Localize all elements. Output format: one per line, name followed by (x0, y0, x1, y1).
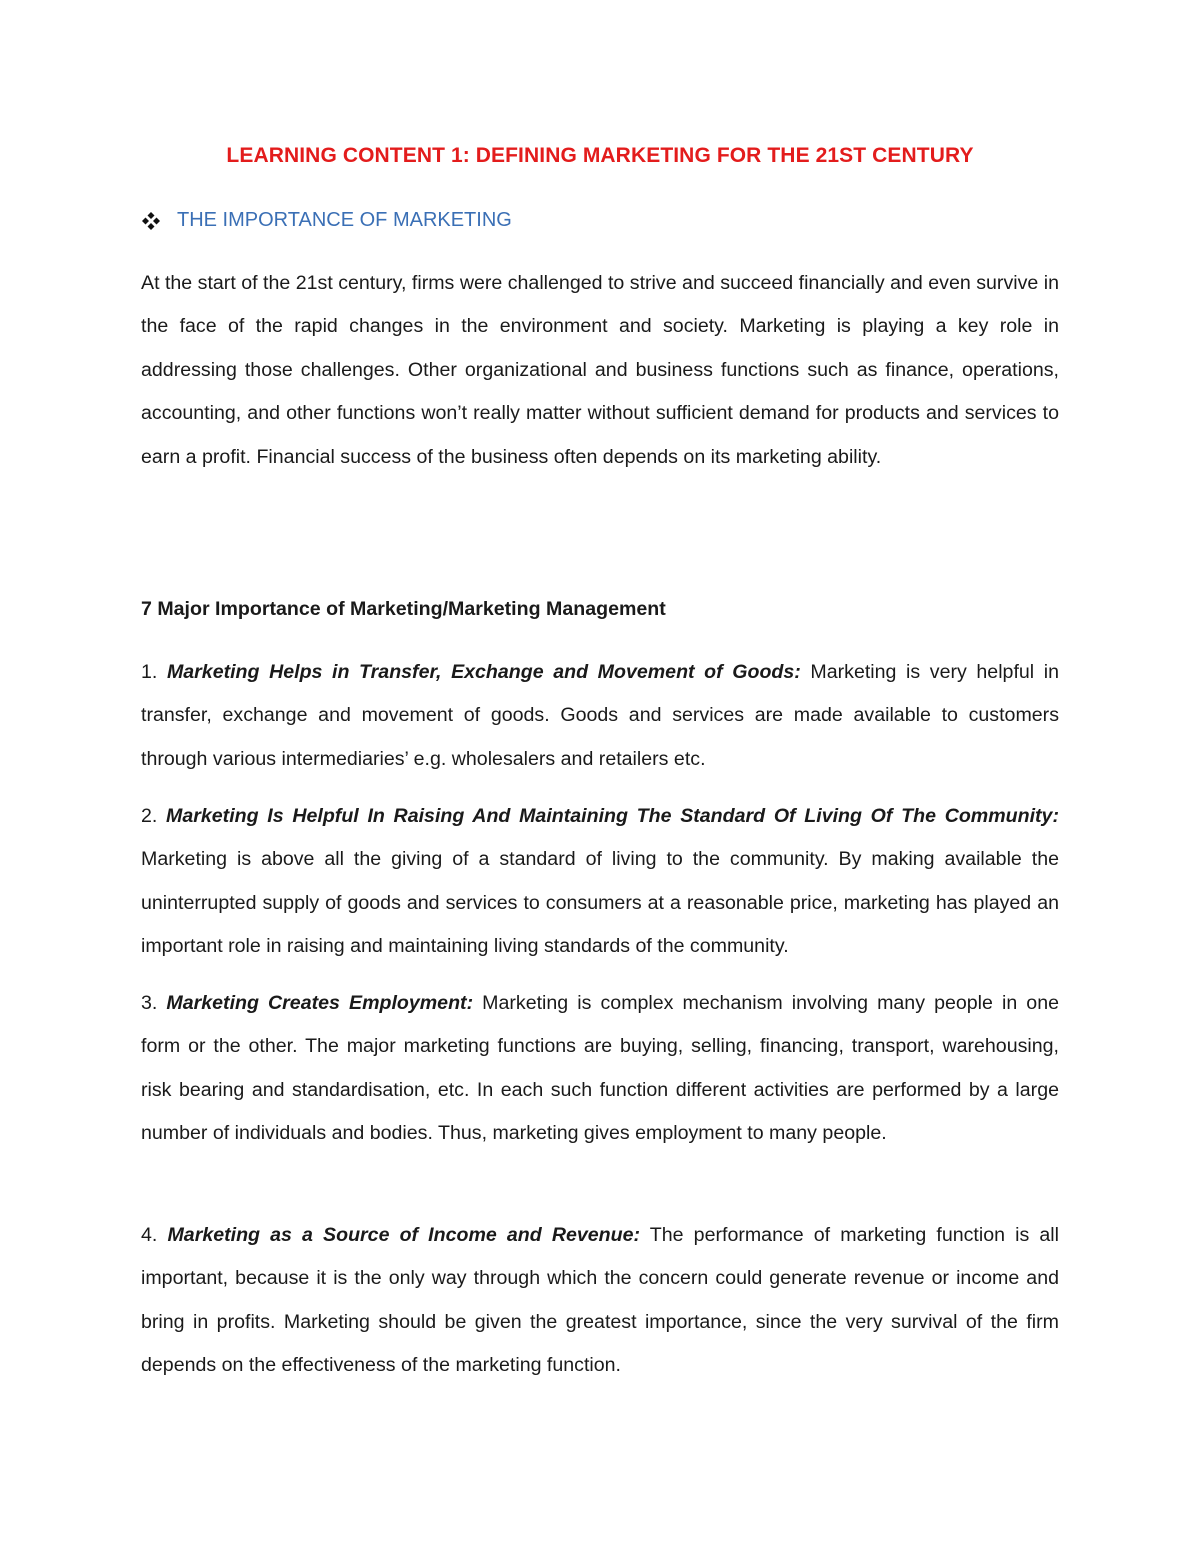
list-item-heading: Marketing Is Helpful In Raising And Maintaining The Standard Of Living Of The Community: (166, 805, 1059, 827)
list-item-number: 4. (141, 1224, 168, 1246)
list-item (141, 1214, 1059, 1388)
list-item-number: 1. (141, 661, 167, 683)
list-item-number: 2. (141, 805, 167, 827)
list-item-number: 3. (141, 992, 167, 1014)
list-item-heading: Marketing Helps in Transfer, Exchange and Movement of Goods: (166, 661, 801, 683)
page-title: LEARNING CONTENT 1: DEFINING MARKETING FOR THE 21ST CENTURY (226, 144, 974, 167)
list-item (141, 651, 1059, 781)
list-item-body: Marketing is complex mechanism involving many people in one form or the other. The major marketing functions are buying, selling, financing, transport, warehousing, risk bearing and standardisation, etc. In each such function different activities are performed by a large number of individuals and bodies. Thus, marketing gives employment to many people. (141, 992, 1059, 1145)
list-item-heading: Marketing as a Source of Income and Revenue: (167, 1224, 641, 1246)
list-item-body: Marketing is above all the giving of a standard of living to the community. By making available the uninterrupted supply of goods and services to consumers at a reasonable price, marketing has played an important role in raising and maintaining living standards of the community. (141, 848, 1059, 958)
list-item (141, 795, 1059, 969)
list-item-body: The performance of marketing function is all important, because it is the only way through which the concern could generate revenue or income and bring in profits. Marketing should be given the greatest importance, since the very survival of the firm depends on the effectiveness of the marketing function. (141, 1224, 1059, 1377)
list-heading: 7 Major Importance of Marketing/Marketing Management (141, 598, 666, 620)
four-diamond-bullet-icon (141, 211, 161, 231)
section-heading-text: THE IMPORTANCE OF MARKETING (177, 209, 512, 231)
list-item (141, 982, 1059, 1156)
list-item-body: Marketing is very helpful in transfer, exchange and movement of goods. Goods and services are made available to customers through various intermediaries’ e.g. wholesalers and retailers etc. (141, 661, 1060, 770)
intro-paragraph: At the start of the 21st century, firms were challenged to strive and succeed financially and even survive in the face of the rapid changes in the environment and society. Marketing is playing a key role in addressing those challenges. Other organizational and business functions such as finance, operations, accounting, and other functions won’t really matter without sufficient demand for products and services to earn a profit. Financial success of the business often depends on its marketing ability. (141, 272, 1059, 468)
section-heading (141, 209, 512, 232)
list-item-heading: Marketing Creates Employment: (166, 992, 474, 1014)
